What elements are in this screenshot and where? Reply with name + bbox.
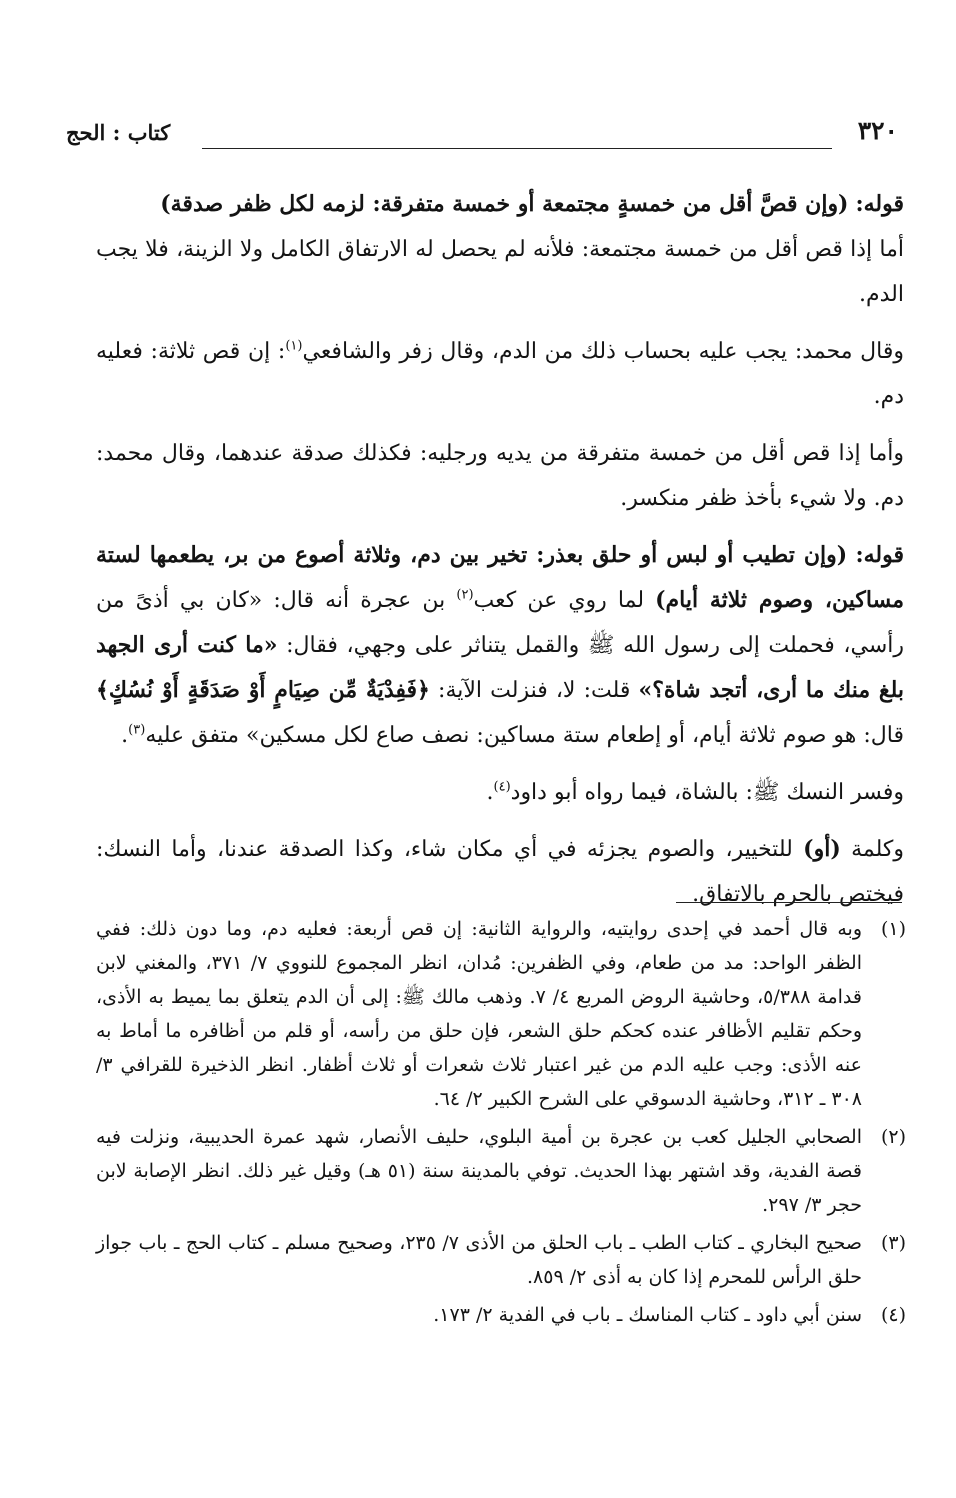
footnote-separator xyxy=(676,902,902,903)
footnote xyxy=(96,1120,906,1222)
paragraph-text: لما روي عن كعب xyxy=(473,588,656,613)
paragraph-text: قلت: لا، فنزلت الآية: xyxy=(429,678,639,703)
hadith-quote: «ما كنت أرى الجهد بلغ منك ما أرى، أتجد شاة؟» xyxy=(96,632,904,703)
paragraph-text: وأما إذا قص أقل من خمسة متفرقة من يديه ورجليه: فكذلك صدقة عندهما، وقال محمد: دم. ولا شيء بأخذ ظفر منكسر. xyxy=(96,441,904,511)
paragraph-lead: قوله: xyxy=(855,191,904,217)
footnote-text: سنن أبي داود ـ كتاب المناسك ـ باب في الفدية ٢/ ١٧٣. xyxy=(433,1304,862,1326)
footnote xyxy=(96,1298,906,1332)
paragraph-text: وقال محمد: يجب عليه بحساب ذلك من الدم، وقال زفر والشافعي xyxy=(302,339,904,364)
paragraph-4 xyxy=(96,533,904,758)
footnote xyxy=(96,1226,906,1294)
footnote-number: (٢) xyxy=(880,1126,906,1148)
paragraph-text: قال: هو صوم ثلاثة أيام، أو إطعام ستة مساكين: نصف صاع لكل مسكين» متفق عليه xyxy=(145,723,904,748)
footnote-number: (١) xyxy=(880,918,906,940)
running-title: كتاب : الحج xyxy=(66,120,171,145)
matn-quote: (وإن تطيب أو لبس أو حلق بعذر: تخير بين دم، وثلاثة أصوع من بر، يطعمها لستة مساكين، وصوم ثلاثة أيام) xyxy=(96,542,904,613)
paragraph-5 xyxy=(96,770,904,815)
paragraph-text: . xyxy=(121,723,129,748)
paragraph-2 xyxy=(96,329,904,419)
footnote xyxy=(96,912,906,1116)
paragraph-text: وفسر النسك ﷺ: بالشاة، فيما رواه أبو داود xyxy=(510,780,904,805)
footnote-number: (٣) xyxy=(880,1232,906,1254)
footnote-text: وبه قال أحمد في إحدى روايتيه، والرواية الثانية: إن قص أربعة: فعليه دم، وما دون ذلك: ففي الظفر الواحد: مد من طعام، وفي الظفرين: مُدان، انظر المجموع للنووي ٧/ ٣٧١، والمغني لابن قدامة ٥/٣٨٨، وحاشية الروض المربع ٤/ ٧. وذهب مالك ﷺ: إلى أن الدم يتعلق بما يميط به الأذى، وحكم تقليم الأظافر عنده كحكم حلق الشعر، فإن حلق من رأسه، أو قلم من أظافره ما أماط به عنه الأذى: وجب عليه الدم من غير اعتبار ثلاث شعرات أو ثلاث أظفار. انظر الذخيرة للقرافي ٣/ ٣٠٨ ـ ٣١٢، وحاشية الدسوقي على الشرح الكبير ٢/ ٦٤. xyxy=(96,918,862,1110)
footnote-text: صحيح البخاري ـ كتاب الطب ـ باب الحلق من الأذى ٧/ ٢٣٥، وصحيح مسلم ـ كتاب الحج ـ باب جواز حلق الرأس للمحرم إذا كان به أذى ٢/ ٨٥٩. xyxy=(96,1232,862,1288)
matn-quote: (وإن قصَّ أقل من خمسةٍ مجتمعة أو خمسة متفرقة: لزمه لكل ظفر صدقة) xyxy=(160,191,849,217)
footnote-ref: (٤) xyxy=(493,779,511,795)
paragraph-text: وكلمة xyxy=(840,837,904,862)
footnote-ref: (٣) xyxy=(128,722,146,738)
paragraph-text: للتخيير، والصوم يجزئه في أي مكان شاء، وكذا الصدقة عندنا، وأما النسك: فيختص بالحرم بالاتفاق. xyxy=(96,837,904,907)
footnote-ref: (١) xyxy=(285,338,303,354)
footnote-number: (٤) xyxy=(880,1304,906,1326)
footnote-ref: (٢) xyxy=(456,587,474,603)
header-rule xyxy=(202,148,832,149)
main-text xyxy=(96,182,904,929)
paragraph-3 xyxy=(96,431,904,521)
paragraph-6 xyxy=(96,827,904,917)
paragraph-text: بن عجرة أنه قال: «كان بي أذىً من رأسي، فحملت إلى رسول الله ﷺ والقمل يتناثر على وجهي، فقال: xyxy=(96,588,904,658)
paragraph-text: . xyxy=(486,780,494,805)
paragraph-text: : إن قص ثلاثة: فعليه دم. xyxy=(96,339,904,409)
paragraph-1 xyxy=(96,182,904,317)
bold-word: (أو) xyxy=(803,836,841,862)
footnote-text: الصحابي الجليل كعب بن عجرة بن أمية البلوي، حليف الأنصار، شهد عمرة الحديبية، ونزلت فيه قصة الفدية، وقد اشتهر بهذا الحديث. توفي بالمدينة سنة (٥١ هـ) وقيل غير ذلك. انظر الإصابة لابن حجر ٣/ ٢٩٧. xyxy=(96,1126,862,1216)
page-header xyxy=(66,116,898,156)
quran-verse: ﴿فَفِدْيَةٌ مِّن صِيَامٍ أَوْ صَدَقَةٍ أَوْ نُسُكٍ﴾ xyxy=(96,677,430,703)
footnotes xyxy=(96,912,906,1336)
page-number: ٣٢٠ xyxy=(857,116,898,145)
paragraph-lead: قوله: xyxy=(855,542,904,568)
commentary-text: أما إذا قص أقل من خمسة مجتمعة: فلأنه لم يحصل له الارتفاق الكامل ولا الزينة، فلا يجب الدم. xyxy=(96,237,904,307)
